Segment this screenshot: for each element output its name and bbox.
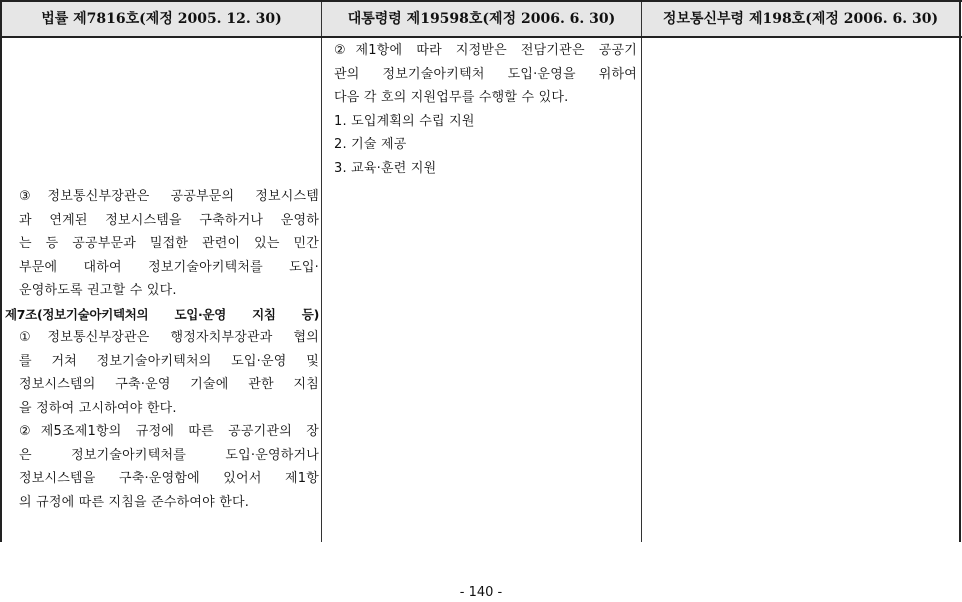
column-header-law: 법률 제7816호(제정 2005. 12. 30) <box>2 2 321 36</box>
text-line: 과 연계된 정보시스템을 구축하거나 운영하 <box>19 212 319 228</box>
text-line: 를 거쳐 정보기술아키텍처의 도입·운영 및 <box>19 353 319 369</box>
law-column-text <box>5 185 319 514</box>
text-line: 을 정하여 고시하여야 한다. <box>19 400 177 416</box>
list-item: 2. 기술 제공 <box>334 137 407 152</box>
text-line: 은 정보기술아키텍처를 도입·운영하거나 <box>19 447 319 463</box>
column-divider-2 <box>641 2 642 542</box>
table-border-right <box>959 2 961 542</box>
text-line: 다음 각 호의 지원업무를 수행할 수 있다. <box>334 90 569 105</box>
text-line: 정보시스템의 구축·운영 기술에 관한 지침 <box>19 377 319 392</box>
list-item: 1. 도입계획의 수립 지원 <box>334 113 475 129</box>
text-line: 는 등 공공부문과 밀접한 관련이 있는 민간 <box>19 236 319 251</box>
article-heading: 제7조(정보기술아키텍처의 도입·운영 지침 등) <box>5 306 319 322</box>
text-line: ③정보통신부장관은 공공부문의 정보시스템 <box>19 189 319 204</box>
table-border-left <box>0 2 2 542</box>
decree-column-text <box>334 39 637 180</box>
column-divider-1 <box>321 2 322 542</box>
column-header-decree: 대통령령 제19598호(제정 2006. 6. 30) <box>322 2 641 36</box>
list-item: 3. 교육·훈련 지원 <box>334 160 437 176</box>
text-line: ②제5조제1항의 규정에 따른 공공기관의 장 <box>19 424 319 439</box>
text-line: 운영하도록 권고할 수 있다. <box>19 283 177 298</box>
text-line: 관의 정보기술아키텍처 도입·운영을 위하여 <box>334 66 637 82</box>
text-line: ②제1항에 따라 지정받은 전담기관은 공공기 <box>334 43 637 58</box>
header-divider <box>0 36 962 38</box>
text-line: 정보시스템을 구축·운영함에 있어서 제1항 <box>19 471 319 486</box>
text-line: 부문에 대하여 정보기술아키텍처를 도입· <box>19 259 319 275</box>
page-number: - 140 - <box>459 585 503 600</box>
column-header-ministry: 정보통신부령 제198호(제정 2006. 6. 30) <box>642 2 959 36</box>
text-line: ①정보통신부장관은 행정자치부장관과 협의 <box>19 330 319 345</box>
text-line: 의 규정에 따른 지침을 준수하여야 한다. <box>19 494 250 510</box>
